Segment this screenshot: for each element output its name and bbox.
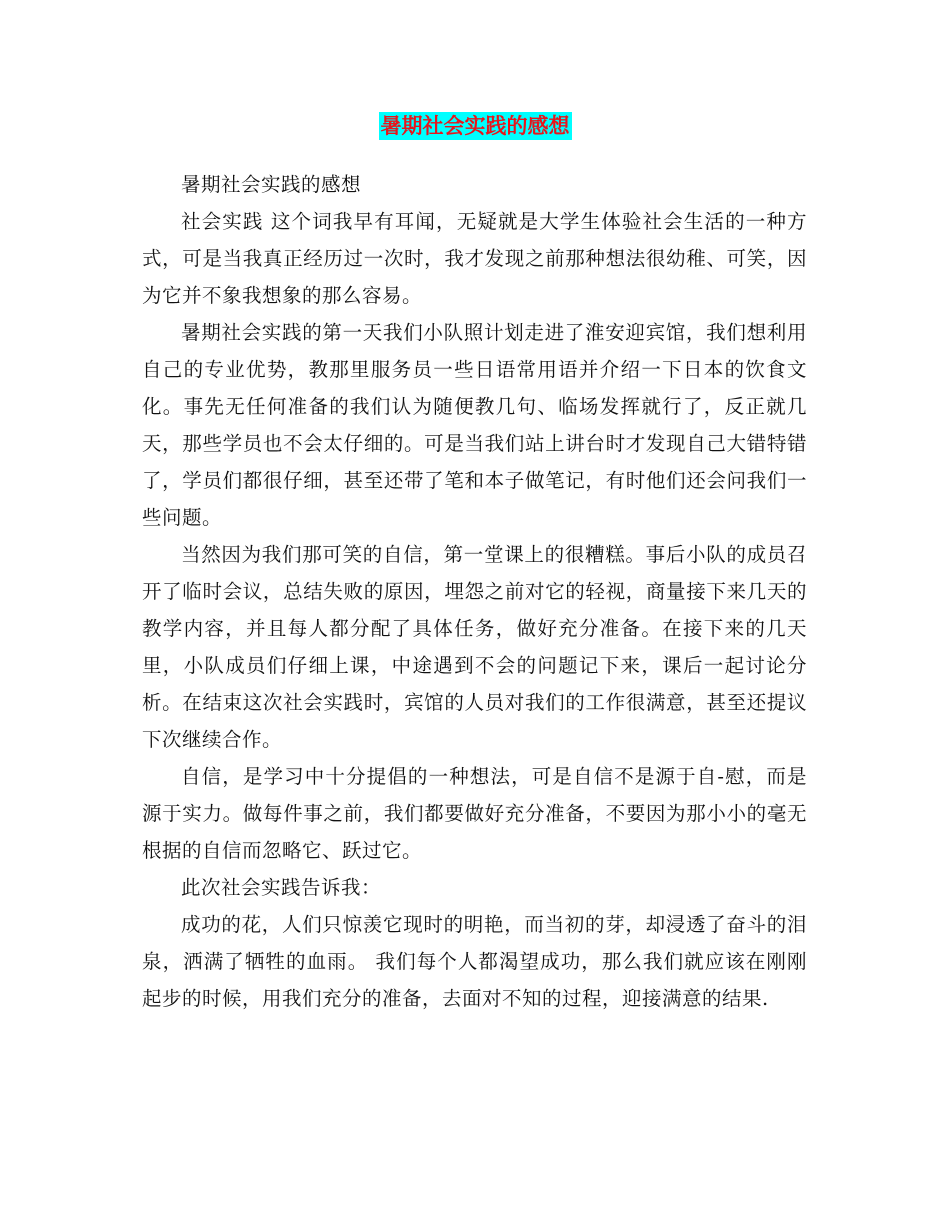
paragraph: 当然因为我们那可笑的自信，第一堂课上的很糟糕。事后小队的成员召开了临时会议，总结失败的原因，埋怨之前对它的轻视，商量接下来几天的教学内容，并且每人都分配了具体任务，做好充分准备。在接下来的几天里，小队成员们仔细上课，中途遇到不会的问题记下来，课后一起讨论分析。在结束这次社会实践时，宾馆的人员对我们的工作很满意，甚至还提议下次继续合作。 (142, 543, 807, 751)
paragraph: 成功的花，人们只惊羡它现时的明艳，而当初的芽，却浸透了奋斗的泪泉，洒满了牺牲的血雨。 我们每个人都渴望成功，那么我们就应该在刚刚起步的时候，用我们充分的准备，去面对不知的过程，迎接满意的结果. (142, 913, 807, 1010)
paragraph: 自信，是学习中十分提倡的一种想法，可是自信不是源于自-慰，而是源于实力。做每件事之前，我们都要做好充分准备，不要因为那小小的毫无根据的自信而忽略它、跃过它。 (142, 765, 807, 862)
paragraph: 社会实践 这个词我早有耳闻，无疑就是大学生体验社会生活的一种方式，可是当我真正经历过一次时，我才发现之前那种想法很幼稚、可笑，因为它并不象我想象的那么容易。 (142, 210, 807, 307)
document-title: 暑期社会实践的感想 (380, 114, 570, 138)
title-container (0, 112, 950, 140)
paragraph: 此次社会实践告诉我： (181, 876, 382, 899)
paragraph-heading: 暑期社会实践的感想 (181, 173, 362, 196)
paragraph: 暑期社会实践的第一天我们小队照计划走进了淮安迎宾馆，我们想利用自己的专业优势，教那里服务员一些日语常用语并介绍一下日本的饮食文化。事先无任何准备的我们认为随便教几句、临场发挥就行了，反正就几天，那些学员也不会太仔细的。可是当我们站上讲台时才发现自己大错特错了，学员们都很仔细，甚至还带了笔和本子做笔记，有时他们还会问我们一些问题。 (142, 321, 807, 529)
document-body (142, 166, 807, 1017)
